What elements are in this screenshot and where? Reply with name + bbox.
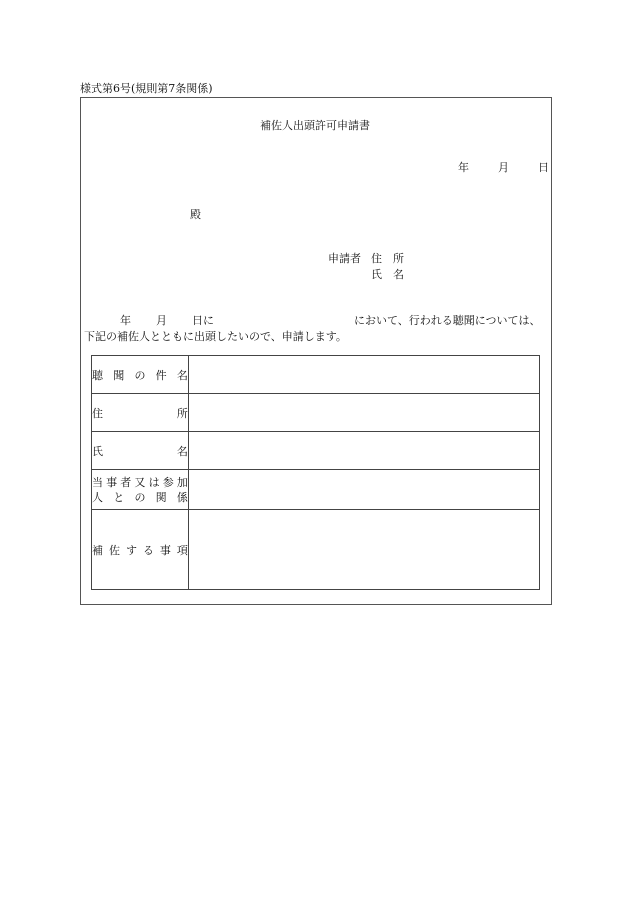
label-char: 項 xyxy=(176,543,188,557)
row-label xyxy=(92,356,189,394)
label-char: は xyxy=(148,475,160,489)
table-row xyxy=(92,470,540,510)
label-char: 件 xyxy=(155,368,167,382)
label-hearing-subject xyxy=(92,367,188,383)
body-month: 月 xyxy=(156,314,167,327)
label-char: 聞 xyxy=(113,368,125,382)
label-char: 当 xyxy=(92,475,103,489)
assist-matters-field[interactable] xyxy=(188,510,539,590)
label-char: 名 xyxy=(176,368,188,382)
name-field[interactable] xyxy=(188,432,539,470)
table-row xyxy=(92,432,540,470)
body-day: 日に xyxy=(192,314,214,327)
relation-field[interactable] xyxy=(188,470,539,510)
label-char: る xyxy=(142,543,154,557)
applicant-address-label: 住 所 xyxy=(371,252,404,265)
table-row xyxy=(92,356,540,394)
address-field[interactable] xyxy=(188,394,539,432)
label-char: 人 xyxy=(92,490,103,504)
label-char: の xyxy=(134,368,146,382)
label-char: 補 xyxy=(92,543,103,557)
label-relation-line2 xyxy=(92,490,188,505)
label-char: の xyxy=(134,490,146,504)
hearing-subject-field[interactable] xyxy=(188,356,539,394)
date-month: 月 xyxy=(498,161,509,174)
body-text-rest: において、行われる聴聞については、 xyxy=(354,314,541,327)
label-char: と xyxy=(113,490,125,504)
addressee-suffix: 殿 xyxy=(190,208,201,221)
label-assist-matters xyxy=(92,542,188,558)
row-label xyxy=(92,470,189,510)
label-char: 加 xyxy=(176,475,188,489)
body-year: 年 xyxy=(120,314,131,327)
label-char: 事 xyxy=(159,543,171,557)
date-line xyxy=(458,159,549,175)
row-label xyxy=(92,432,189,470)
label-char: す xyxy=(125,543,137,557)
label-char: 佐 xyxy=(108,543,120,557)
row-label xyxy=(92,510,189,590)
date-day: 日 xyxy=(538,161,549,174)
label-char: 係 xyxy=(176,490,188,504)
label-char: 者 xyxy=(120,475,132,489)
label-char: 又 xyxy=(134,475,146,489)
applicant-name-label: 氏 名 xyxy=(371,268,404,281)
table-row xyxy=(92,394,540,432)
label-char: 氏 xyxy=(92,444,103,458)
label-char: 聴 xyxy=(92,368,103,382)
label-relation-line1 xyxy=(92,475,188,490)
label-char: 事 xyxy=(106,475,118,489)
label-char: 関 xyxy=(155,490,167,504)
label-char: 名 xyxy=(176,444,188,458)
page-title: 補佐人出頭許可申請書 xyxy=(260,119,370,132)
body-line-2: 下記の補佐人とともに出頭したいので、申請します。 xyxy=(84,330,347,343)
label-char: 参 xyxy=(162,475,174,489)
label-name xyxy=(92,443,188,459)
form-number-label: 様式第6号(規則第7条関係) xyxy=(80,82,213,95)
label-char: 所 xyxy=(176,406,188,420)
label-address xyxy=(92,405,188,421)
date-year: 年 xyxy=(458,161,469,174)
row-label xyxy=(92,394,189,432)
details-table xyxy=(91,355,540,590)
label-char: 住 xyxy=(92,406,103,420)
table-row xyxy=(92,510,540,590)
applicant-label: 申請者 xyxy=(328,252,361,265)
